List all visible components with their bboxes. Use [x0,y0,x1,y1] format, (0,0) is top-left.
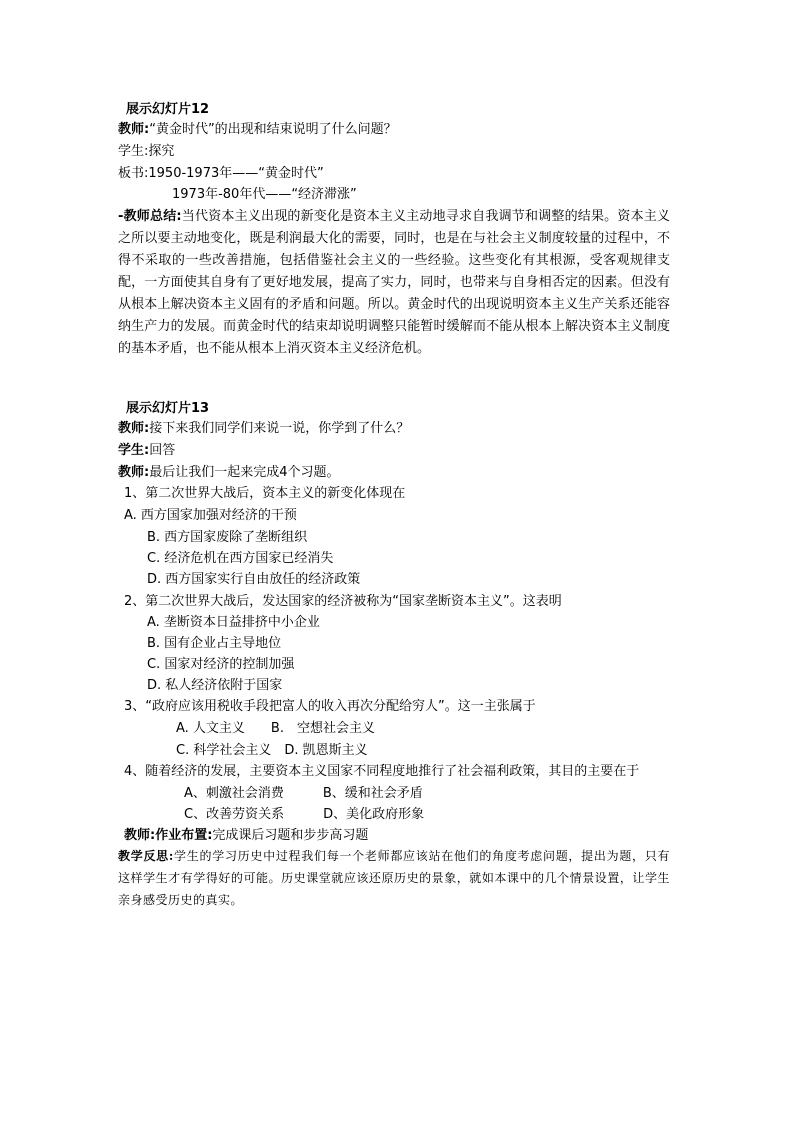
question-2-option-c: C. 国家对经济的控制加强 [147,657,295,672]
summary-text: 当代资本主义出现的新变化是资本主义主动地寻求自我调节和调整的结果。资本主义之所以要主动地变化，既是利润最大化的需要，同时，也是在与社会主义制度较量的过程中，不得不采取的一些改善措施，包括借鉴社会主义的一些经验。这些变化有其根源，受客观规律支配，一方面使其自身有了更好地发展，提高了实力，同时，也带来与自身相否定的因素。但没有从根本上解决资本主义固有的矛盾和问题。所以。黄金时代的出现说明资本主义生产关系还能容纳生产力的发展。而黄金时代的结束却说明调整只能暂时缓解而不能从根本上解决资本主义制度的基本矛盾，也不能从根本上消灭资本主义经济危机。 [118,209,670,356]
question-1-option-a: A. 西方国家加强对经济的干预 [124,508,297,523]
slide12-board-line-1: 板书:1950-1973年——“黄金时代” [118,166,324,181]
student-text: 回答 [149,443,176,458]
question-2-option-b: B. 国有企业占主导地位 [147,636,282,651]
homework-assignment [124,827,368,845]
question-1-option-b: B. 西方国家废除了垄断组织 [147,530,308,545]
slide13-teacher-exercise [118,464,339,482]
student-label: 学生: [118,443,150,458]
summary-label: -教师总结: [118,209,182,224]
teacher-label: 教师: [118,421,150,436]
slide13-student [118,442,175,460]
teacher-label: 教师: [118,465,150,480]
slide13-heading: 展示幻灯片13 [126,401,210,416]
slide13-teacher-question [118,420,409,438]
question-4-options-row-2: C、改善劳资关系 D、美化政府形象 [184,807,425,822]
teaching-reflection [118,845,670,911]
question-1-stem: 1、第二次世界大战后，资本主义的新变化体现在 [124,486,406,501]
question-1-option-d: D. 西方国家实行自由放任的经济政策 [147,572,361,587]
homework-text: 完成课后习题和步步高习题 [212,828,369,843]
slide12-teacher-question [118,121,397,139]
reflection-label: 教学反思: [118,849,174,863]
slide12-student: 学生:探究 [118,144,175,159]
question-2-option-a: A. 垄断资本日益排挤中小企业 [147,615,320,630]
question-3-options-row-2: C. 科学社会主义 D. 凯恩斯主义 [176,743,368,758]
question-3-stem: 3、“政府应该用税收手段把富人的收入再次分配给穷人”。这一主张属于 [124,699,536,714]
question-4-options-row-1: A、刺激社会消费 B、缓和社会矛盾 [184,786,423,801]
reflection-text: 学生的学习历史中过程我们每一个老师都应该站在他们的角度考虑问题，提出为题，只有这样学生才有学得好的可能。历史课堂就应该还原历史的景象，就如本课中的几个情景设置，让学生亲身感受历史的真实。 [118,849,670,907]
teacher-label: 教师: [118,122,150,137]
question-2-option-d: D. 私人经济依附于国家 [147,678,283,693]
teacher-exercise-text: 最后让我们一起来完成4个习题。 [149,465,340,480]
question-1-option-c: C. 经济危机在西方国家已经消失 [147,551,334,566]
slide12-board-line-2: 1973年-80年代——“经济滞涨” [172,187,357,202]
question-2-stem: 2、第二次世界大战后，发达国家的经济被称为“国家垄断资本主义”。这表明 [124,594,562,609]
question-3-options-row-1: A. 人文主义 B. 空想社会主义 [176,721,375,736]
teacher-question-text: “黄金时代”的出现和结束说明了什么问题？ [149,122,397,137]
slide12-heading: 展示幻灯片12 [126,102,210,117]
question-4-stem: 4、随着经济的发展，主要资本主义国家不同程度地推行了社会福利政策，其目的主要在于 [124,764,640,779]
homework-label: 教师:作业布置: [124,828,213,843]
slide12-teacher-summary [118,206,670,360]
teacher-question-text: 接下来我们同学们来说一说，你学到了什么？ [149,421,410,436]
